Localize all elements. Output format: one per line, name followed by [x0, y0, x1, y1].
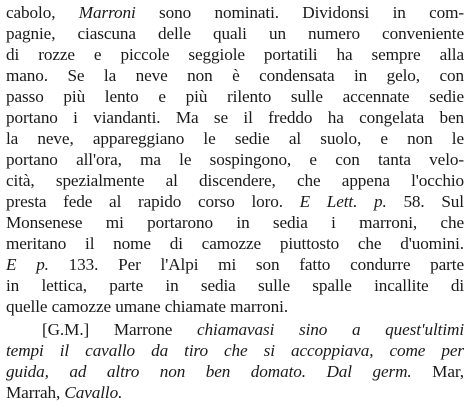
text-line-2: pagnie, ciascuna delle quali un numero conveniente — [6, 24, 464, 43]
text-line-15: quelle camozze umane chiamate marroni. — [6, 297, 289, 316]
text-line-9: cità, spezialmente al discendere, che appena l'occhio — [6, 171, 464, 190]
text-line-13: E p. 133. Per l'Alpi mi son fatto condurre parte — [6, 255, 464, 274]
text-line-12: meritano il nome di camozze piuttosto che d'uomini. — [6, 234, 464, 253]
text-line-16: [G.M.] Marrone chiamavasi sino a quest'ultimi — [42, 320, 464, 339]
text-line-17: tempi il cavallo da tiro che si accoppiava, come per — [6, 341, 464, 360]
text-line-5: passo più lento e più rilento sulle accennate sedie — [6, 87, 464, 106]
text-line-4: mano. Se la neve non è condensata in gelo, con — [6, 66, 464, 85]
text-line-10: presta fede al rapido corso loro. E Lett. p. 58. Sul — [6, 192, 464, 211]
text-line-7: la neve, appareggiano le sedie al suolo, e non le — [6, 129, 464, 148]
text-line-6: portano i viandanti. Ma se il freddo ha congelata ben — [6, 108, 464, 127]
text-line-3: di rozze e piccole seggiole portatili ha sempre alla — [6, 45, 464, 64]
text-line-1: cabolo, Marroni sono nominati. Dividonsi in com- — [6, 3, 464, 22]
text-line-11: Monsenese mi portarono in sedia i marroni, che — [6, 213, 464, 232]
text-line-8: portano all'ora, ma le sospingono, e con tanta velo- — [6, 150, 464, 169]
text-line-18: guida, ad altro non ben domato. Dal germ. Mar, — [6, 362, 465, 381]
text-line-19: Marrah, Cavallo. — [6, 383, 123, 402]
text-line-14: in lettica, parte in sedia sulle spalle incallite di — [6, 276, 464, 295]
